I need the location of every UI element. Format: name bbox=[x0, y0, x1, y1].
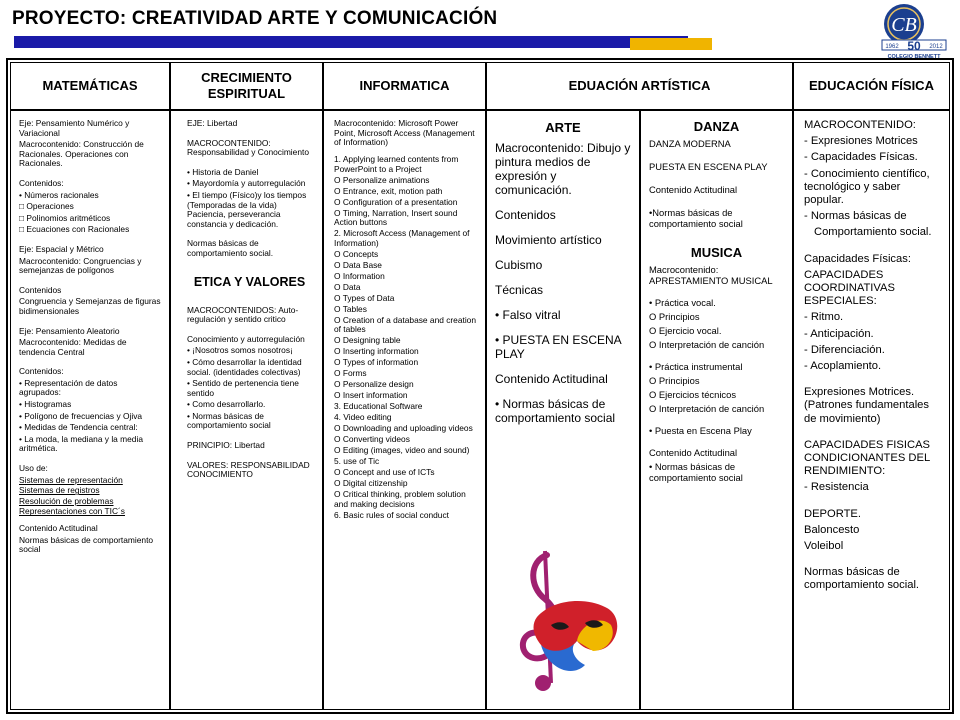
text-line: • Puesta en Escena Play bbox=[649, 425, 752, 436]
title-accent-bar bbox=[630, 38, 712, 50]
text-line: VALORES: RESPONSABILIDAD CONOCIMIENTO bbox=[187, 459, 310, 480]
text-line: - Anticipación. bbox=[804, 327, 874, 340]
text-line: MACROCONTENIDO: bbox=[804, 119, 916, 131]
text-line: 4. Video editing bbox=[334, 412, 392, 423]
text-line: •Normas básicas de comportamiento social bbox=[649, 207, 743, 229]
text-line: O Converting videos bbox=[334, 434, 410, 445]
text-line: • Medidas de Tendencia central: bbox=[19, 422, 138, 433]
text-line: Baloncesto bbox=[804, 523, 860, 536]
text-line: • PUESTA EN ESCENA PLAY bbox=[495, 333, 622, 361]
text-line: Macrocontenido: Congruencias y semejanzas de polígonos bbox=[19, 255, 142, 276]
text-line bbox=[649, 417, 784, 425]
text-line: Eje: Pensamiento Aleatorio bbox=[19, 325, 120, 336]
text-line: Comportamiento social. bbox=[814, 226, 932, 239]
text-line: CAPACIDADES COORDINATIVAS ESPECIALES: bbox=[804, 268, 895, 308]
text-line: O Types of Data bbox=[334, 292, 395, 303]
text-line: - Normas básicas de bbox=[804, 210, 907, 223]
column-fisica bbox=[793, 110, 950, 710]
text-line: O Timing, Narration, Insert sound Action buttons bbox=[334, 207, 458, 228]
text-line bbox=[649, 353, 784, 361]
text-line: □ Polinomios aritméticos bbox=[19, 212, 111, 223]
text-line: O Ejercicios técnicos bbox=[649, 389, 737, 400]
text-line: Sistemas de representación bbox=[19, 474, 123, 485]
column-danza-musica bbox=[640, 110, 793, 710]
school-logo bbox=[872, 2, 952, 60]
text-line: Voleibol bbox=[804, 540, 844, 553]
text-line: • Histogramas bbox=[19, 399, 72, 410]
text-line: □ Operaciones bbox=[19, 201, 74, 212]
text-line: 5. use of Tic bbox=[334, 456, 380, 467]
text-line: Conocimiento y autorregulación bbox=[187, 333, 305, 344]
text-line: Contenidos bbox=[495, 208, 556, 222]
text-line: Técnicas bbox=[495, 283, 544, 297]
text-line: Contenidos: bbox=[19, 177, 64, 188]
header-artistica: EDUACIÓN ARTÍSTICA bbox=[486, 62, 793, 110]
header-informatica: INFORMATICA bbox=[323, 62, 486, 110]
text-line: O Downloading and uploading videos bbox=[334, 423, 473, 434]
text-line: O Designing table bbox=[334, 335, 401, 346]
danza-title: DANZA bbox=[693, 119, 740, 134]
text-line: O Insert information bbox=[334, 390, 408, 401]
logo-school-name: COLEGIO BENNETT bbox=[887, 54, 941, 60]
text-line: O Concepts bbox=[334, 248, 379, 259]
text-line: PUESTA EN ESCENA PLAY bbox=[649, 161, 768, 172]
matematicas-actitudinal bbox=[19, 524, 161, 555]
text-line: O Principios bbox=[649, 311, 700, 322]
column-crecimiento bbox=[170, 110, 323, 710]
text-line: Macrocontenido: Microsoft Power Point, Microsoft Access (Management of Information) bbox=[334, 118, 475, 148]
text-line: O Entrance, exit, motion path bbox=[334, 185, 443, 196]
text-line: • ¡Nosotros somos nosotros¡ bbox=[187, 345, 293, 356]
matematicas-uses bbox=[19, 476, 161, 517]
text-line: O Inserting information bbox=[334, 346, 419, 357]
text-line: 1. Applying learned contents from PowerPoint to a Project bbox=[334, 154, 459, 174]
text-line: • La moda, la mediana y la media aritmética. bbox=[19, 433, 143, 454]
page-title: PROYECTO: CREATIVIDAD ARTE Y COMUNICACIÓN bbox=[12, 8, 498, 29]
text-line: • Falso vitral bbox=[495, 308, 561, 322]
text-line: O Personalize design bbox=[334, 379, 414, 390]
text-line: O Forms bbox=[334, 368, 367, 379]
text-line: O Creation of a database and creation of tables bbox=[334, 314, 477, 335]
header-fisica: EDUCACIÓN FÍSICA bbox=[793, 62, 950, 110]
text-line: Capacidades Físicas: bbox=[804, 252, 911, 265]
text-line: Normas básicas de comportamiento social. bbox=[187, 238, 274, 258]
etica-valores-title: ETICA Y VALORES bbox=[193, 274, 306, 289]
text-line: O Personalize animations bbox=[334, 174, 430, 185]
text-line: O Information bbox=[334, 270, 385, 281]
text-line: PRINCIPIO: Libertad bbox=[187, 440, 265, 451]
text-line: • Polígono de frecuencias y Ojiva bbox=[19, 410, 143, 421]
text-line: Macrocontenido: Dibujo y pintura medios de expresión y comunicación. bbox=[495, 141, 631, 197]
text-line: O Data Base bbox=[334, 259, 382, 270]
text-line: • Historia de Daniel bbox=[187, 166, 259, 177]
text-line: O Tables bbox=[334, 303, 367, 314]
text-line: - Expresiones Motrices bbox=[804, 135, 918, 148]
text-line: • Números racionales bbox=[19, 189, 99, 200]
text-line: 2. Microsoft Access (Management of Information) bbox=[334, 228, 470, 248]
text-line: DEPORTE. bbox=[804, 507, 861, 520]
text-line: EJE: Libertad bbox=[187, 118, 238, 128]
text-line: Expresiones Motrices.(Patrones fundamentales de movimiento) bbox=[804, 386, 930, 425]
text-line: O Digital citizenship bbox=[334, 478, 408, 489]
header-matematicas: MATEMÁTICAS bbox=[10, 62, 170, 110]
text-line: Representaciones con TIC´s bbox=[19, 506, 125, 517]
logo-letters: CB bbox=[891, 14, 917, 36]
danza-content bbox=[649, 138, 784, 229]
text-line: Macrocontenido: APRESTAMIENTO MUSICAL bbox=[649, 264, 773, 286]
text-line: Normas básicas de comportamiento social bbox=[19, 534, 154, 555]
text-line: O Types of information bbox=[334, 357, 419, 368]
text-line bbox=[649, 439, 784, 447]
text-line: MACROCONTENIDOS: Auto-regulación y sentido critico bbox=[187, 304, 299, 325]
text-line: 3. Educational Software bbox=[334, 401, 423, 412]
logo-number: 50 bbox=[907, 39, 921, 53]
text-line: O Concept and use of ICTs bbox=[334, 467, 435, 478]
text-line bbox=[804, 376, 941, 386]
text-line: DANZA MODERNA bbox=[649, 138, 731, 149]
text-line: O Principios bbox=[649, 375, 700, 386]
text-line: • Como desarrollarlo. bbox=[187, 399, 266, 410]
text-line: Macrocontenido: Medidas de tendencia Central bbox=[19, 337, 127, 357]
arte-title: ARTE bbox=[545, 120, 581, 135]
text-line: O Data bbox=[334, 281, 361, 292]
text-line: O Ejercicio vocal. bbox=[649, 325, 722, 336]
text-line: - Acoplamiento. bbox=[804, 360, 882, 373]
text-line: CAPACIDADES FISICAS CONDICIONANTES DEL RENDIMIENTO: bbox=[804, 438, 930, 478]
text-line: - Ritmo. bbox=[804, 311, 844, 324]
text-line: - Capacidades Físicas. bbox=[804, 151, 918, 164]
text-line: Uso de: bbox=[19, 463, 48, 474]
text-line: 6. Basic rules of social conduct bbox=[334, 509, 449, 520]
logo-year-left: 1962 bbox=[885, 44, 899, 50]
music-mask-icon bbox=[507, 547, 625, 697]
text-line: Eje: Pensamiento Numérico y Variacional bbox=[19, 118, 130, 138]
text-line: Normas básicas de comportamiento social. bbox=[804, 566, 920, 592]
text-line: Congruencia y Semejanzas de figuras bidimensionales bbox=[19, 296, 161, 316]
text-line: Contenido Actitudinal bbox=[19, 523, 98, 533]
informatica-content bbox=[334, 119, 477, 520]
text-line: O Interpretación de canción bbox=[649, 403, 765, 414]
text-line: • Cómo desarrollar la identidad social. (identidades colectivas) bbox=[187, 356, 302, 377]
column-informatica bbox=[323, 110, 486, 710]
text-line: O Editing (images, video and sound) bbox=[334, 445, 470, 456]
text-line: Resolución de problemas bbox=[19, 495, 114, 506]
logo-year-right: 2012 bbox=[929, 44, 943, 50]
text-line: O Interpretación de canción bbox=[649, 339, 765, 350]
text-line: • El tiempo (Físico)y los tiempos (Temporadas de la vida) Paciencia, perseverancia constancia y dedicación. bbox=[187, 189, 307, 229]
text-line: - Resistencia bbox=[804, 481, 869, 494]
text-line: Macrocontenido: Construcción de Racionales. Operaciones con Racionales. bbox=[19, 139, 144, 169]
column-matematicas bbox=[10, 110, 170, 710]
text-line: Contenidos: bbox=[19, 366, 64, 377]
text-line: Contenidos bbox=[19, 284, 62, 295]
text-line: Cubismo bbox=[495, 258, 543, 272]
text-line bbox=[804, 429, 941, 439]
text-line: Contenido Actitudinal bbox=[649, 447, 738, 458]
musica-title: MUSICA bbox=[690, 245, 743, 260]
text-line bbox=[804, 243, 941, 253]
text-line: MACROCONTENIDO: Responsabilidad y Conocimiento bbox=[187, 137, 309, 158]
column-arte bbox=[486, 110, 640, 710]
title-underline-bar bbox=[14, 36, 688, 48]
text-line: Contenido Actitudinal bbox=[495, 372, 608, 386]
musica-content bbox=[649, 264, 784, 483]
text-line: • Normas básicas de comportamiento social bbox=[187, 410, 271, 431]
text-line: • Sentido de pertenencia tiene sentido bbox=[187, 378, 299, 398]
text-line bbox=[649, 289, 784, 297]
text-line bbox=[804, 556, 941, 566]
crecimiento-content bbox=[187, 119, 312, 259]
text-line: • Normas básicas de comportamiento social bbox=[495, 397, 616, 425]
text-line bbox=[804, 498, 941, 508]
etica-content bbox=[187, 306, 312, 480]
header-crecimiento: CRECIMIENTO ESPIRITUAL bbox=[170, 62, 323, 110]
text-line: Movimiento artístico bbox=[495, 233, 602, 247]
text-line: O Configuration of a presentation bbox=[334, 196, 458, 207]
text-line: • Mayordomía y autorregulación bbox=[187, 178, 306, 189]
text-line: - Conocimiento científico, tecnológico y saber popular. bbox=[804, 167, 930, 207]
text-line: Contenido Actitudinal bbox=[649, 184, 738, 195]
text-line: - Diferenciación. bbox=[804, 343, 885, 356]
arte-content bbox=[495, 141, 631, 425]
fisica-content bbox=[804, 119, 941, 593]
text-line: • Práctica instrumental bbox=[649, 361, 743, 372]
matematicas-content bbox=[19, 119, 161, 474]
text-line: O Critical thinking, problem solution and making decisions bbox=[334, 489, 466, 509]
text-line: Eje: Espacial y Métrico bbox=[19, 243, 104, 254]
text-line: • Normas básicas de comportamiento social bbox=[649, 461, 743, 483]
text-line: • Práctica vocal. bbox=[649, 297, 716, 308]
text-line: • Representación de datos agrupados: bbox=[19, 377, 118, 398]
text-line: □ Ecuaciones con Racionales bbox=[19, 224, 130, 235]
text-line: Sistemas de registros bbox=[19, 485, 100, 496]
